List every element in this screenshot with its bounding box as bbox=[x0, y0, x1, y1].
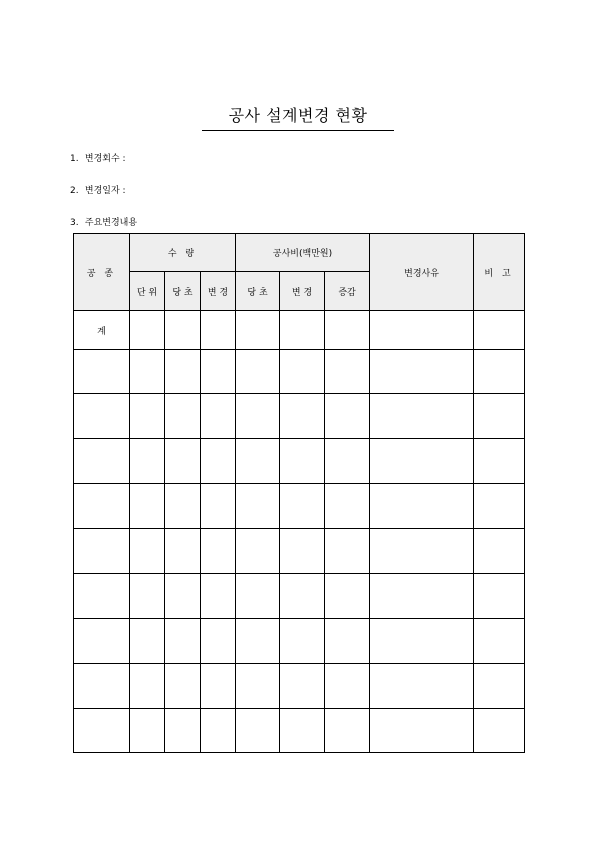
table-cell bbox=[474, 311, 525, 350]
table-cell bbox=[370, 709, 474, 753]
table-cell bbox=[74, 619, 130, 664]
table-cell bbox=[201, 709, 236, 753]
table-cell bbox=[325, 664, 370, 709]
table-cell bbox=[280, 664, 325, 709]
header-cost-original: 당 초 bbox=[236, 272, 280, 311]
table-cell bbox=[236, 394, 280, 439]
table-cell bbox=[130, 394, 165, 439]
table-cell bbox=[325, 350, 370, 394]
table-cell bbox=[370, 484, 474, 529]
table-cell bbox=[165, 529, 201, 574]
field-label: 변경일자 : bbox=[84, 186, 126, 196]
table-cell bbox=[201, 484, 236, 529]
header-quantity: 수 량 bbox=[130, 234, 236, 272]
field-label: 주요변경내용 bbox=[84, 218, 138, 228]
table-cell bbox=[201, 350, 236, 394]
table-cell bbox=[325, 619, 370, 664]
table-cell bbox=[474, 484, 525, 529]
table-cell bbox=[201, 619, 236, 664]
table-cell bbox=[165, 664, 201, 709]
header-cost-changed: 변 경 bbox=[280, 272, 325, 311]
table-cell bbox=[165, 619, 201, 664]
header-work-type: 공 종 bbox=[74, 234, 130, 311]
table-cell bbox=[74, 574, 130, 619]
table-cell bbox=[201, 394, 236, 439]
field-number: 2. bbox=[70, 186, 79, 196]
table-cell bbox=[236, 484, 280, 529]
table-cell bbox=[165, 574, 201, 619]
table-cell bbox=[165, 484, 201, 529]
table-cell bbox=[130, 529, 165, 574]
table-row bbox=[74, 619, 525, 664]
table-cell bbox=[370, 350, 474, 394]
header-remarks: 비 고 bbox=[474, 234, 525, 311]
table-cell bbox=[280, 529, 325, 574]
table-row bbox=[74, 529, 525, 574]
table-cell bbox=[74, 439, 130, 484]
header-unit: 단 위 bbox=[130, 272, 165, 311]
table-cell bbox=[130, 439, 165, 484]
table-cell bbox=[130, 574, 165, 619]
main-changes-field bbox=[70, 215, 137, 228]
table-cell bbox=[236, 311, 280, 350]
table-row bbox=[74, 664, 525, 709]
table-cell bbox=[370, 529, 474, 574]
field-label: 변경회수 : bbox=[84, 154, 126, 164]
table-cell bbox=[280, 574, 325, 619]
table-row bbox=[74, 484, 525, 529]
table-cell bbox=[474, 350, 525, 394]
design-change-table bbox=[73, 233, 525, 753]
table-cell bbox=[130, 311, 165, 350]
table-cell bbox=[325, 311, 370, 350]
table-cell bbox=[130, 350, 165, 394]
table-cell bbox=[236, 529, 280, 574]
table-row bbox=[74, 709, 525, 753]
change-date-field bbox=[70, 183, 126, 196]
table-cell bbox=[74, 664, 130, 709]
table-cell bbox=[370, 574, 474, 619]
table-cell bbox=[165, 394, 201, 439]
table-cell bbox=[201, 574, 236, 619]
table-cell bbox=[236, 574, 280, 619]
table-cell bbox=[280, 439, 325, 484]
table-row bbox=[74, 439, 525, 484]
table-cell bbox=[130, 664, 165, 709]
table-cell bbox=[280, 350, 325, 394]
table-cell bbox=[474, 439, 525, 484]
table-cell bbox=[236, 350, 280, 394]
field-number: 3. bbox=[70, 218, 79, 228]
table-cell bbox=[74, 529, 130, 574]
table-cell bbox=[325, 439, 370, 484]
table-cell bbox=[280, 619, 325, 664]
table-cell bbox=[370, 394, 474, 439]
table-cell bbox=[474, 529, 525, 574]
field-number: 1. bbox=[70, 154, 79, 164]
table-cell bbox=[74, 709, 130, 753]
table-cell bbox=[474, 619, 525, 664]
header-quantity-changed: 변 경 bbox=[201, 272, 236, 311]
table-cell bbox=[201, 439, 236, 484]
table-cell bbox=[325, 394, 370, 439]
header-reason: 변경사유 bbox=[370, 234, 474, 311]
table-cell bbox=[74, 484, 130, 529]
header-cost-difference: 증감 bbox=[325, 272, 370, 311]
header-cost: 공사비(백만원) bbox=[236, 234, 370, 272]
table-cell bbox=[325, 709, 370, 753]
table-cell bbox=[165, 709, 201, 753]
total-row bbox=[74, 311, 525, 350]
table-cell bbox=[474, 394, 525, 439]
table-cell bbox=[130, 619, 165, 664]
table-cell bbox=[165, 311, 201, 350]
table-cell bbox=[201, 311, 236, 350]
table-cell bbox=[236, 709, 280, 753]
table-cell bbox=[370, 311, 474, 350]
table-cell bbox=[201, 529, 236, 574]
table-cell bbox=[165, 439, 201, 484]
table-cell bbox=[201, 664, 236, 709]
table-cell bbox=[474, 574, 525, 619]
table-cell bbox=[325, 484, 370, 529]
total-label: 계 bbox=[74, 311, 130, 350]
table-cell bbox=[236, 619, 280, 664]
table-cell bbox=[74, 394, 130, 439]
table-cell bbox=[370, 439, 474, 484]
table-row bbox=[74, 574, 525, 619]
table-cell bbox=[236, 439, 280, 484]
table-cell bbox=[236, 664, 280, 709]
table-cell bbox=[280, 394, 325, 439]
page-title: 공사 설계변경 현황 bbox=[202, 103, 394, 131]
header-quantity-original: 당 초 bbox=[165, 272, 201, 311]
table-cell bbox=[74, 350, 130, 394]
table-cell bbox=[474, 709, 525, 753]
table-cell bbox=[280, 311, 325, 350]
change-count-field bbox=[70, 151, 126, 164]
table-cell bbox=[370, 664, 474, 709]
table-cell bbox=[165, 350, 201, 394]
table-cell bbox=[130, 709, 165, 753]
table-cell bbox=[474, 664, 525, 709]
table-cell bbox=[280, 709, 325, 753]
table-cell bbox=[280, 484, 325, 529]
table-cell bbox=[370, 619, 474, 664]
table-row bbox=[74, 350, 525, 394]
table-cell bbox=[130, 484, 165, 529]
table-cell bbox=[325, 529, 370, 574]
table-cell bbox=[325, 574, 370, 619]
table-row bbox=[74, 394, 525, 439]
